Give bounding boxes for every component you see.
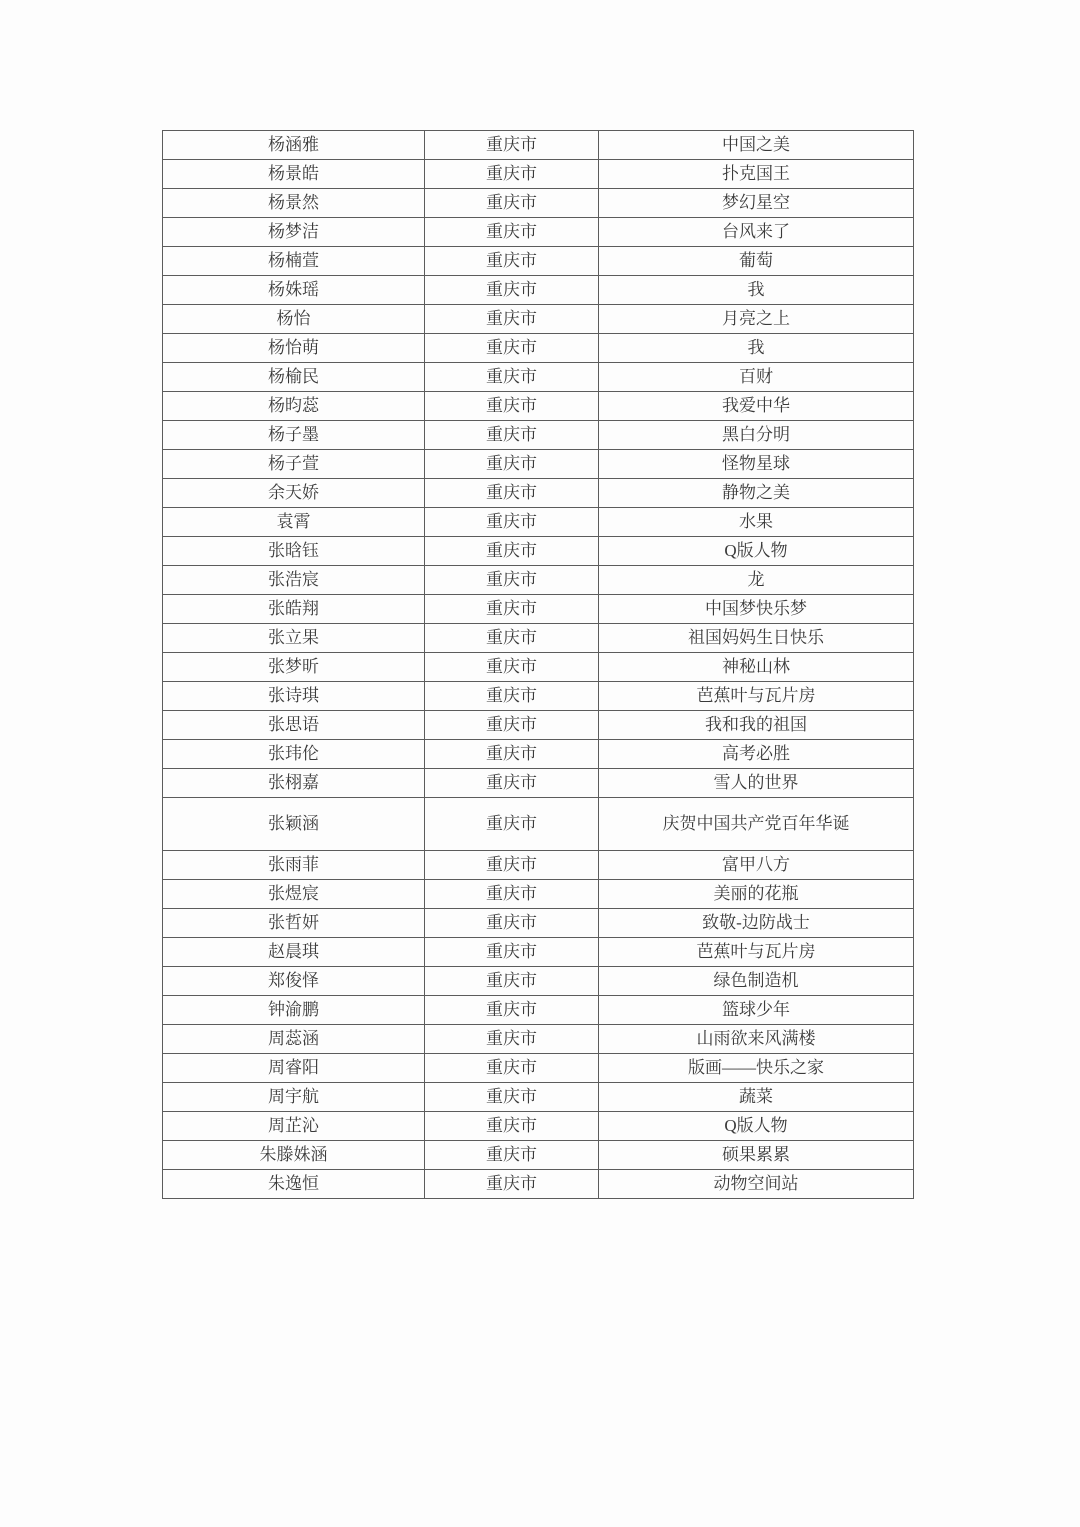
- city-cell: 重庆市: [425, 682, 599, 711]
- name-cell: 杨怡: [163, 305, 425, 334]
- title-cell: 芭蕉叶与瓦片房: [599, 938, 914, 967]
- name-cell: 杨姝瑶: [163, 276, 425, 305]
- city-cell: 重庆市: [425, 938, 599, 967]
- table-row: [163, 1112, 914, 1141]
- table-row: [163, 711, 914, 740]
- name-cell: 郑俊怿: [163, 967, 425, 996]
- name-cell: 张立果: [163, 624, 425, 653]
- table-row: [163, 218, 914, 247]
- table-row: [163, 1083, 914, 1112]
- table-row: [163, 421, 914, 450]
- table-row: [163, 1054, 914, 1083]
- city-cell: 重庆市: [425, 566, 599, 595]
- table-row: [163, 740, 914, 769]
- name-cell: 杨榆民: [163, 363, 425, 392]
- title-cell: 芭蕉叶与瓦片房: [599, 682, 914, 711]
- title-cell: 动物空间站: [599, 1170, 914, 1199]
- table-row: [163, 1025, 914, 1054]
- table-row: [163, 880, 914, 909]
- table-row: [163, 1141, 914, 1170]
- city-cell: 重庆市: [425, 769, 599, 798]
- city-cell: 重庆市: [425, 305, 599, 334]
- title-cell: 静物之美: [599, 479, 914, 508]
- name-cell: 张思语: [163, 711, 425, 740]
- title-cell: 我爱中华: [599, 392, 914, 421]
- name-cell: 张晗钰: [163, 537, 425, 566]
- award-table: [162, 130, 914, 1199]
- title-cell: 山雨欲来风满楼: [599, 1025, 914, 1054]
- city-cell: 重庆市: [425, 537, 599, 566]
- city-cell: 重庆市: [425, 508, 599, 537]
- name-cell: 杨子萱: [163, 450, 425, 479]
- title-cell: 高考必胜: [599, 740, 914, 769]
- city-cell: 重庆市: [425, 1112, 599, 1141]
- title-cell: 水果: [599, 508, 914, 537]
- city-cell: 重庆市: [425, 711, 599, 740]
- name-cell: 张哲妍: [163, 909, 425, 938]
- name-cell: 赵晨琪: [163, 938, 425, 967]
- table-row: [163, 479, 914, 508]
- name-cell: 朱滕姝涵: [163, 1141, 425, 1170]
- city-cell: 重庆市: [425, 798, 599, 851]
- table-row: [163, 363, 914, 392]
- name-cell: 杨景皓: [163, 160, 425, 189]
- name-cell: 钟渝鹏: [163, 996, 425, 1025]
- city-cell: 重庆市: [425, 247, 599, 276]
- table-row: [163, 566, 914, 595]
- name-cell: 杨子墨: [163, 421, 425, 450]
- table-row: [163, 769, 914, 798]
- title-cell: 我: [599, 334, 914, 363]
- title-cell: 绿色制造机: [599, 967, 914, 996]
- name-cell: 张玮伦: [163, 740, 425, 769]
- table-row: [163, 1170, 914, 1199]
- name-cell: 杨涵雅: [163, 131, 425, 160]
- title-cell: Q版人物: [599, 1112, 914, 1141]
- title-cell: 美丽的花瓶: [599, 880, 914, 909]
- title-cell: 硕果累累: [599, 1141, 914, 1170]
- table-row: [163, 967, 914, 996]
- title-cell: 月亮之上: [599, 305, 914, 334]
- city-cell: 重庆市: [425, 189, 599, 218]
- city-cell: 重庆市: [425, 479, 599, 508]
- title-cell: 龙: [599, 566, 914, 595]
- city-cell: 重庆市: [425, 909, 599, 938]
- city-cell: 重庆市: [425, 131, 599, 160]
- name-cell: 周芷沁: [163, 1112, 425, 1141]
- name-cell: 张栩嘉: [163, 769, 425, 798]
- city-cell: 重庆市: [425, 595, 599, 624]
- table-row: [163, 624, 914, 653]
- table-row: [163, 334, 914, 363]
- name-cell: 张颖涵: [163, 798, 425, 851]
- table-row: [163, 653, 914, 682]
- table-row: [163, 909, 914, 938]
- name-cell: 张皓翔: [163, 595, 425, 624]
- city-cell: 重庆市: [425, 1141, 599, 1170]
- title-cell: 梦幻星空: [599, 189, 914, 218]
- city-cell: 重庆市: [425, 392, 599, 421]
- table-row: [163, 938, 914, 967]
- table-row: [163, 450, 914, 479]
- name-cell: 袁霄: [163, 508, 425, 537]
- city-cell: 重庆市: [425, 996, 599, 1025]
- title-cell: Q版人物: [599, 537, 914, 566]
- city-cell: 重庆市: [425, 1083, 599, 1112]
- table-row: [163, 131, 914, 160]
- table-row: [163, 595, 914, 624]
- title-cell: 台风来了: [599, 218, 914, 247]
- city-cell: 重庆市: [425, 363, 599, 392]
- title-cell: 我和我的祖国: [599, 711, 914, 740]
- city-cell: 重庆市: [425, 334, 599, 363]
- city-cell: 重庆市: [425, 1054, 599, 1083]
- table-row: [163, 851, 914, 880]
- title-cell: 富甲八方: [599, 851, 914, 880]
- title-cell: 扑克国王: [599, 160, 914, 189]
- table-row: [163, 305, 914, 334]
- table-row: [163, 537, 914, 566]
- title-cell: 中国之美: [599, 131, 914, 160]
- table-row: [163, 798, 914, 851]
- table-row: [163, 160, 914, 189]
- city-cell: 重庆市: [425, 880, 599, 909]
- title-cell: 雪人的世界: [599, 769, 914, 798]
- city-cell: 重庆市: [425, 624, 599, 653]
- city-cell: 重庆市: [425, 740, 599, 769]
- city-cell: 重庆市: [425, 276, 599, 305]
- name-cell: 张梦昕: [163, 653, 425, 682]
- city-cell: 重庆市: [425, 967, 599, 996]
- table-row: [163, 508, 914, 537]
- city-cell: 重庆市: [425, 1025, 599, 1054]
- name-cell: 张雨菲: [163, 851, 425, 880]
- title-cell: 祖国妈妈生日快乐: [599, 624, 914, 653]
- name-cell: 杨怡萌: [163, 334, 425, 363]
- name-cell: 周蕊涵: [163, 1025, 425, 1054]
- name-cell: 朱逸恒: [163, 1170, 425, 1199]
- table-body: [163, 131, 914, 1199]
- title-cell: 怪物星球: [599, 450, 914, 479]
- table-row: [163, 682, 914, 711]
- name-cell: 张煜宸: [163, 880, 425, 909]
- table-row: [163, 392, 914, 421]
- city-cell: 重庆市: [425, 160, 599, 189]
- name-cell: 余天娇: [163, 479, 425, 508]
- name-cell: 张浩宸: [163, 566, 425, 595]
- title-cell: 版画——快乐之家: [599, 1054, 914, 1083]
- city-cell: 重庆市: [425, 421, 599, 450]
- title-cell: 百财: [599, 363, 914, 392]
- title-cell: 致敬-边防战士: [599, 909, 914, 938]
- title-cell: 黑白分明: [599, 421, 914, 450]
- title-cell: 篮球少年: [599, 996, 914, 1025]
- name-cell: 杨景然: [163, 189, 425, 218]
- city-cell: 重庆市: [425, 653, 599, 682]
- table-row: [163, 189, 914, 218]
- table-row: [163, 247, 914, 276]
- table-row: [163, 996, 914, 1025]
- title-cell: 神秘山林: [599, 653, 914, 682]
- city-cell: 重庆市: [425, 1170, 599, 1199]
- name-cell: 周睿阳: [163, 1054, 425, 1083]
- title-cell: 庆贺中国共产党百年华诞: [599, 798, 914, 851]
- name-cell: 周宇航: [163, 1083, 425, 1112]
- table-row: [163, 276, 914, 305]
- city-cell: 重庆市: [425, 218, 599, 247]
- title-cell: 中国梦快乐梦: [599, 595, 914, 624]
- name-cell: 杨梦洁: [163, 218, 425, 247]
- title-cell: 葡萄: [599, 247, 914, 276]
- city-cell: 重庆市: [425, 450, 599, 479]
- name-cell: 杨楠萱: [163, 247, 425, 276]
- city-cell: 重庆市: [425, 851, 599, 880]
- name-cell: 张诗琪: [163, 682, 425, 711]
- title-cell: 蔬菜: [599, 1083, 914, 1112]
- name-cell: 杨昀蕊: [163, 392, 425, 421]
- title-cell: 我: [599, 276, 914, 305]
